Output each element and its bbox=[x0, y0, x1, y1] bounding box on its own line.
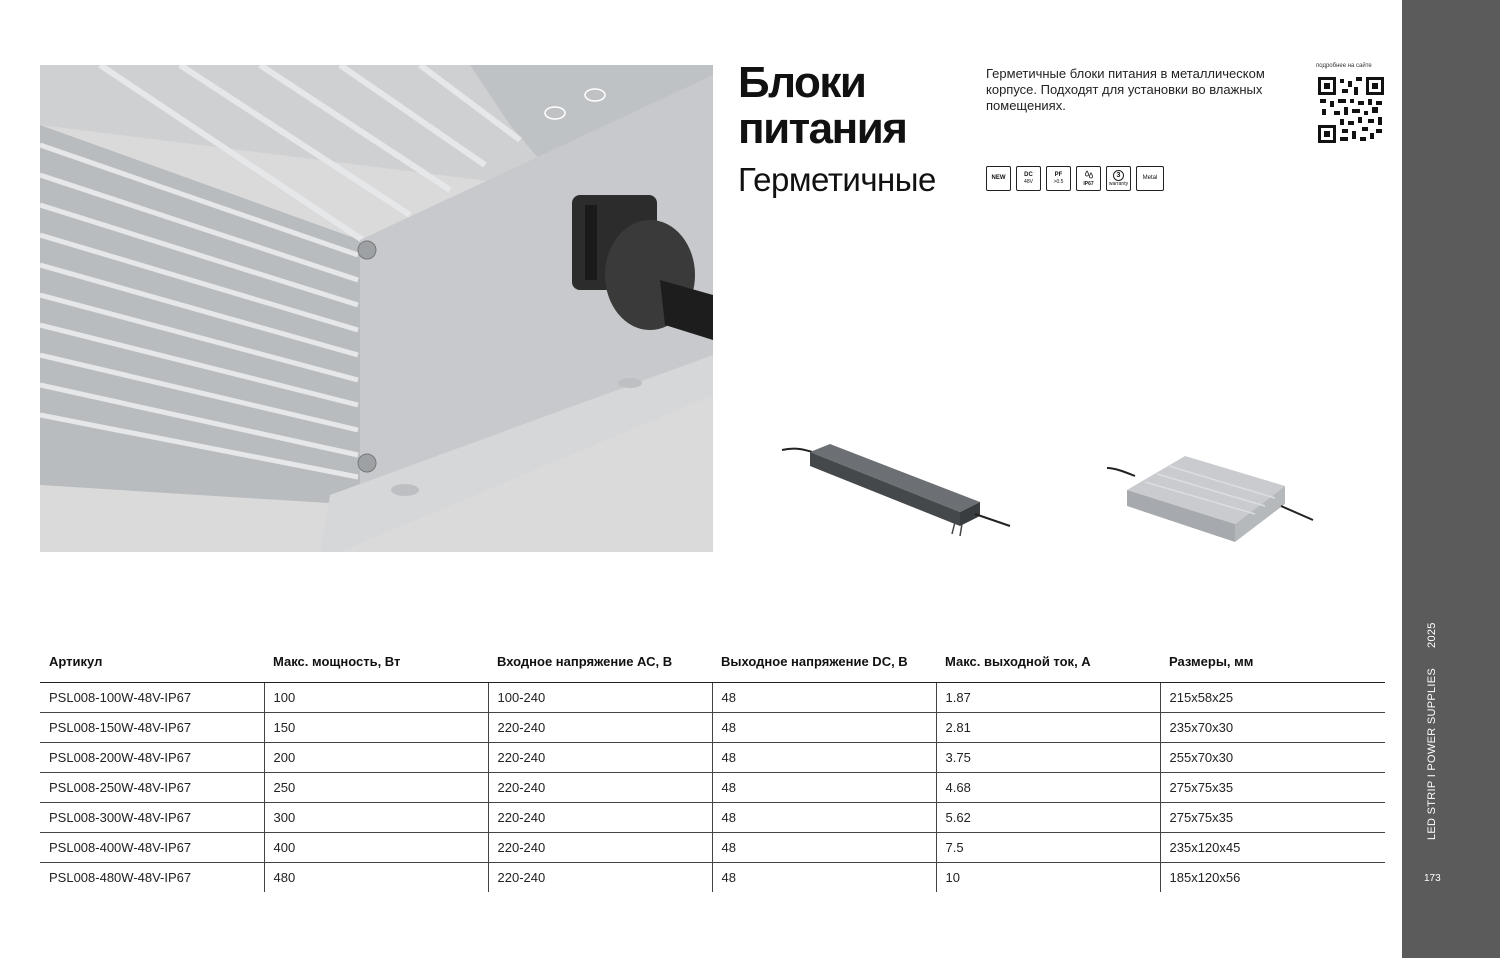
header-output-voltage: Выходное напряжение DC, В bbox=[712, 641, 936, 682]
warranty-icon bbox=[1106, 166, 1131, 191]
table-row bbox=[40, 682, 1385, 712]
page-title bbox=[738, 60, 906, 152]
badge-label: Metal bbox=[1142, 175, 1158, 181]
cell-article: PSL008-250W-48V-IP67 bbox=[40, 772, 264, 802]
sidebar-section-label bbox=[1426, 622, 1438, 840]
cell-article: PSL008-200W-48V-IP67 bbox=[40, 742, 264, 772]
badge-sublabel: warranty bbox=[1108, 180, 1129, 187]
sidebar-section: LED STRIP I POWER SUPPLIES bbox=[1426, 667, 1438, 840]
badge-sublabel: >0.5 bbox=[1053, 178, 1064, 185]
cell-output-voltage: 48 bbox=[712, 802, 936, 832]
cell-max-current: 2.81 bbox=[936, 712, 1160, 742]
cell-max-current: 10 bbox=[936, 862, 1160, 892]
cell-max-current: 7.5 bbox=[936, 832, 1160, 862]
header-max-current: Макс. выходной ток, А bbox=[936, 641, 1160, 682]
cell-max-power: 480 bbox=[264, 862, 488, 892]
water-drops-icon bbox=[1083, 170, 1095, 181]
table-row bbox=[40, 742, 1385, 772]
sidebar bbox=[1402, 0, 1500, 958]
cell-input-voltage: 220-240 bbox=[488, 832, 712, 862]
cell-max-current: 1.87 bbox=[936, 682, 1160, 712]
header-dimensions: Размеры, мм bbox=[1160, 641, 1385, 682]
table-row bbox=[40, 712, 1385, 742]
new-badge-icon bbox=[986, 166, 1011, 191]
badge-sublabel: IP67 bbox=[1083, 180, 1094, 187]
title-line-1: Блоки bbox=[738, 58, 866, 107]
cell-max-power: 250 bbox=[264, 772, 488, 802]
badge-label: DC bbox=[1024, 171, 1033, 178]
cell-article: PSL008-100W-48V-IP67 bbox=[40, 682, 264, 712]
cell-max-power: 150 bbox=[264, 712, 488, 742]
qr-code-icon[interactable] bbox=[1318, 77, 1384, 143]
cell-output-voltage: 48 bbox=[712, 682, 936, 712]
table-row bbox=[40, 802, 1385, 832]
badge-label: NEW bbox=[991, 175, 1006, 181]
table-header-row bbox=[40, 641, 1385, 682]
cell-input-voltage: 220-240 bbox=[488, 712, 712, 742]
cell-max-power: 300 bbox=[264, 802, 488, 832]
sidebar-year: 2025 bbox=[1426, 622, 1438, 648]
cell-max-current: 5.62 bbox=[936, 802, 1160, 832]
ip-rating-icon bbox=[1076, 166, 1101, 191]
cell-dimensions: 275x75x35 bbox=[1160, 802, 1385, 832]
header-input-voltage: Входное напряжение АС, В bbox=[488, 641, 712, 682]
table-row bbox=[40, 832, 1385, 862]
cell-output-voltage: 48 bbox=[712, 832, 936, 862]
cell-max-current: 3.75 bbox=[936, 742, 1160, 772]
page-subtitle: Герметичные bbox=[738, 161, 936, 198]
cell-output-voltage: 48 bbox=[712, 712, 936, 742]
product-image-wide bbox=[1105, 450, 1315, 550]
hero-product-photo bbox=[40, 65, 713, 552]
cell-max-power: 200 bbox=[264, 742, 488, 772]
cell-max-current: 4.68 bbox=[936, 772, 1160, 802]
cell-dimensions: 275x75x35 bbox=[1160, 772, 1385, 802]
cell-article: PSL008-480W-48V-IP67 bbox=[49, 869, 192, 885]
cell-input-voltage: 100-240 bbox=[488, 682, 712, 712]
cell-output-voltage: 48 bbox=[712, 742, 936, 772]
badge-sublabel: 48V bbox=[1024, 178, 1033, 185]
header-max-power: Макс. мощность, Вт bbox=[264, 641, 488, 682]
cell-output-voltage: 48 bbox=[712, 862, 936, 892]
cell-dimensions: 235x120x45 bbox=[1160, 832, 1385, 862]
cell-input-voltage: 220-240 bbox=[488, 862, 712, 892]
badge-label: PF bbox=[1054, 171, 1063, 178]
cell-dimensions: 185x120x56 bbox=[1160, 862, 1385, 892]
cell-input-voltage: 220-240 bbox=[488, 802, 712, 832]
cell-input-voltage: 220-240 bbox=[488, 772, 712, 802]
cell-max-power: 100 bbox=[264, 682, 488, 712]
metal-housing-icon bbox=[1136, 166, 1164, 191]
qr-caption: подробнее на сайте bbox=[1316, 63, 1372, 69]
spec-table bbox=[40, 641, 1385, 892]
cell-dimensions: 235x70x30 bbox=[1160, 712, 1385, 742]
cell-max-power: 400 bbox=[264, 832, 488, 862]
table-row bbox=[40, 862, 1385, 892]
cell-input-voltage: 220-240 bbox=[488, 742, 712, 772]
cell-output-voltage: 48 bbox=[712, 772, 936, 802]
cell-article: PSL008-300W-48V-IP67 bbox=[40, 802, 264, 832]
cell-dimensions: 255x70x30 bbox=[1160, 742, 1385, 772]
cell-article: PSL008-150W-48V-IP67 bbox=[40, 712, 264, 742]
page-number: 173 bbox=[1424, 873, 1441, 884]
product-description: Герметичные блоки питания в металлическом корпусе. Подходят для установки во влажных помещениях. bbox=[986, 66, 1265, 113]
feature-badges bbox=[986, 166, 1164, 191]
cell-dimensions: 215x58x25 bbox=[1160, 682, 1385, 712]
header-article: Артикул bbox=[40, 641, 264, 682]
product-image-slim bbox=[780, 430, 1012, 540]
title-line-2: питания bbox=[738, 104, 907, 153]
cell-article: PSL008-400W-48V-IP67 bbox=[40, 832, 264, 862]
dc-voltage-icon bbox=[1016, 166, 1041, 191]
power-factor-icon bbox=[1046, 166, 1071, 191]
table-row bbox=[40, 772, 1385, 802]
badge-label: 3 bbox=[1113, 170, 1124, 181]
